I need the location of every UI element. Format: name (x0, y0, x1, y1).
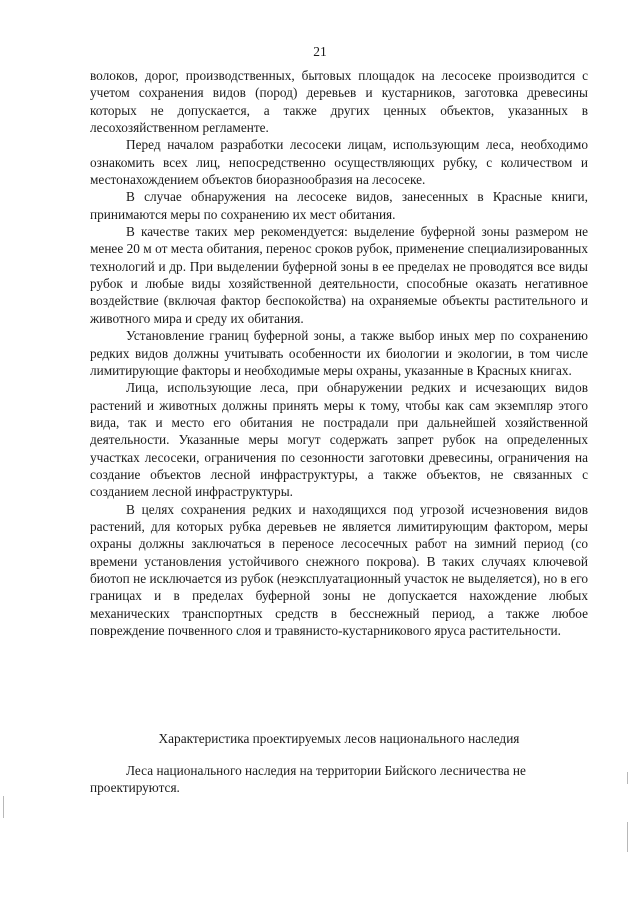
left-margin-mark (3, 796, 4, 818)
final-paragraph: Леса национального наследия на территории Бийского лесничества не проектируются. (90, 763, 526, 796)
paragraph-3: В случае обнаружения на лесосеке видов, занесенных в Красные книги, принимаются меры по сохранению их мест обитания. (90, 189, 588, 222)
paragraph-2: Перед началом разработки лесосеки лицам, использующим леса, необходимо ознакомить всех лиц, непосредственно осуществляющих рубку, с количеством и местонахождением объектов биоразнообразия на лесосеке. (90, 137, 588, 188)
paragraph-7: В целях сохранения редких и находящихся под угрозой исчезновения видов растений, для которых рубка деревьев не является лимитирующим фактором, меры охраны должны заключаться в переносе лесосечных работ на зимний период (со времени установления устойчивого снежного покрова). В таких случаях ключевой биотоп не исключается из рубок (неэксплуатационный участок не выделяется), но в его границах и в пределах буферной зоны не допускается нахождение любых механических транспортных средств в бесснежный период, а также любое повреждение почвенного слоя и травянисто-кустарникового яруса растительности. (90, 501, 588, 638)
section-heading: Характеристика проектируемых лесов национального наследия (158, 731, 520, 746)
right-margin-mark-1 (627, 772, 628, 784)
right-margin-mark-2 (627, 822, 628, 852)
paragraph-6: Лица, использующие леса, при обнаружении редких и исчезающих видов растений и животных должны принять меры к тому, чтобы как сам экземпляр этого вида, так и место его обитания не пострадали при дальнейшей хозяйственной деятельности. Указанные меры могут содержать запрет рубок на определенных участках лесосеки, ограничения по сезонности заготовки древесины, ограничения на создание объектов лесной инфраструктуры, а также объектов, не связанных с созданием лесной инфраструктуры. (90, 380, 588, 500)
paragraph-5: Установление границ буферной зоны, а также выбор иных мер по сохранению редких видов должны учитывать особенности их биологии и экологии, в том числе лимитирующие факторы и необходимые меры охраны, указанные в Красных книгах. (90, 328, 588, 378)
paragraph-4: В качестве таких мер рекомендуется: выделение буферной зоны размером не менее 20 м от места обитания, перенос сроков рубок, применение специализированных технологий и др. При выделении буферной зоны в ее пределах не проводятся все виды рубок и любые виды хозяйственной деятельности, способные оказать негативное воздействие (включая фактор беспокойства) на охраняемые объекты растительного и животного мира и среду их обитания. (90, 224, 588, 326)
page-number: 21 (313, 44, 327, 59)
document-body (90, 67, 588, 639)
final-section (90, 762, 588, 797)
paragraph-1: волоков, дорог, производственных, бытовых площадок на лесосеке производится с учетом сохранения видов (пород) деревьев и кустарников, заготовка древесины которых не допускается, а также других ценных объектов, указанных в лесохозяйственном регламенте. (90, 68, 588, 136)
